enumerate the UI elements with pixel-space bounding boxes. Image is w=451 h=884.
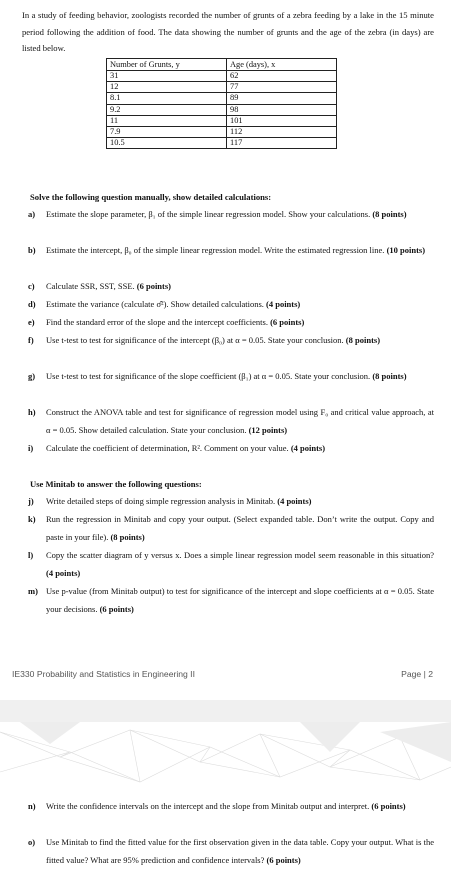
question-label: i)	[28, 443, 34, 453]
question-text: Write the confidence intervals on the intercept and the slope from Minitab output and interpret.	[46, 801, 370, 811]
question-text: Calculate the coefficient of determination, R². Comment on your value.	[46, 443, 289, 453]
question-points: (12 points)	[248, 424, 288, 435]
table-row	[107, 138, 337, 149]
cell-age: 98	[227, 104, 337, 115]
question-points: (6 points)	[266, 854, 301, 865]
question-points: (4 points)	[277, 496, 312, 506]
question-text: Estimate the variance (calculate σ̂²). Show detailed calculations.	[46, 299, 264, 309]
question-label: g)	[28, 371, 36, 381]
question-text: Find the standard error of the slope and the intercept coefficients.	[46, 317, 268, 327]
question-points: (8 points)	[372, 209, 407, 219]
question-points: (10 points)	[386, 245, 426, 255]
question-label: k)	[28, 514, 36, 524]
question-points: (8 points)	[372, 371, 407, 381]
question-a	[28, 206, 434, 224]
question-g	[28, 368, 434, 386]
question-text: Run the regression in Minitab and copy your output. (Select expanded table. Don’t write the output. Copy and paste in your file).	[46, 514, 434, 542]
table-header-row	[107, 59, 337, 71]
table-row	[107, 71, 337, 82]
cell-age: 77	[227, 82, 337, 93]
question-label: d)	[28, 299, 36, 309]
question-label: o)	[28, 837, 36, 847]
question-points: (6 points)	[270, 317, 305, 327]
cell-grunts: 10.5	[107, 138, 227, 149]
question-n	[28, 798, 434, 816]
cell-age: 117	[227, 138, 337, 149]
table-row	[107, 93, 337, 104]
question-d	[28, 296, 434, 314]
cell-age: 101	[227, 115, 337, 126]
table-row	[107, 126, 337, 137]
page-break	[0, 700, 451, 722]
question-text: Calculate SSR, SST, SSE.	[46, 281, 135, 291]
footer-course-title: IE330 Probability and Statistics in Engineering II	[12, 669, 195, 679]
document-page-2	[0, 722, 451, 884]
question-text: Use t-test to test for significance of the slope coefficient (β₁) at α = 0.05. State your conclusion.	[46, 371, 371, 381]
cell-age: 112	[227, 126, 337, 137]
question-points: (4 points)	[266, 299, 301, 309]
question-h	[28, 404, 434, 439]
data-table	[106, 58, 337, 149]
question-text: Use Minitab to find the fitted value for the first observation given in the data table. Copy your output. What is the fitted value? What are 95% prediction and confidence intervals?	[46, 837, 434, 865]
cell-grunts: 8.1	[107, 93, 227, 104]
cell-grunts: 7.9	[107, 126, 227, 137]
table-row	[107, 115, 337, 126]
question-i	[28, 440, 434, 458]
question-label: e)	[28, 317, 35, 327]
table-row	[107, 104, 337, 115]
question-e	[28, 314, 434, 332]
question-j	[28, 493, 434, 511]
question-label: m)	[28, 586, 38, 596]
cell-age: 89	[227, 93, 337, 104]
question-k	[28, 511, 434, 546]
question-text: Write detailed steps of doing simple regression analysis in Minitab.	[46, 496, 276, 506]
question-points: (6 points)	[136, 281, 172, 291]
question-points: (4 points)	[46, 567, 81, 578]
question-text: Use p-value (from Minitab output) to test for significance of the intercept and slope coefficients at α = 0.05. State your decisions.	[46, 586, 434, 614]
question-text: Estimate the slope parameter, β₁ of the simple linear regression model. Show your calculations.	[46, 209, 371, 219]
cell-grunts: 12	[107, 82, 227, 93]
question-points: (4 points)	[290, 443, 326, 453]
cell-age: 62	[227, 71, 337, 82]
question-points: (8 points)	[110, 531, 145, 542]
question-c	[28, 278, 434, 296]
manual-section-title: Solve the following question manually, show detailed calculations:	[30, 192, 272, 202]
table-row	[107, 82, 337, 93]
footer-page-number: Page | 2	[401, 669, 433, 679]
cell-grunts: 11	[107, 115, 227, 126]
question-label: l)	[28, 550, 34, 560]
column-header-age: Age (days), x	[227, 59, 337, 71]
question-text: Use t-test to test for significance of the intercept (β₀) at α = 0.05. State your conclusion.	[46, 335, 344, 345]
intro-paragraph: In a study of feeding behavior, zoologists recorded the number of grunts of a zebra feeding by a lake in the 15 minute period following the addition of food. The data showing the number of grunts and the age of the zebra (in days) are listed below.	[22, 10, 434, 53]
cell-grunts: 31	[107, 71, 227, 82]
question-m	[28, 583, 434, 618]
question-f	[28, 332, 434, 350]
question-text: Construct the ANOVA table and test for significance of regression model using F₀ and critical value approach, at α = 0.05. Show detailed calculation. State your conclusion.	[46, 407, 434, 435]
question-l	[28, 547, 434, 582]
question-label: h)	[28, 407, 36, 417]
column-header-grunts: Number of Grunts, y	[107, 59, 227, 71]
question-label: n)	[28, 801, 36, 811]
question-o	[28, 834, 434, 869]
question-label: a)	[28, 209, 36, 219]
question-label: f)	[28, 335, 34, 345]
question-label: c)	[28, 281, 35, 291]
question-points: (8 points)	[345, 335, 381, 345]
question-text: Estimate the intercept, β₀ of the simple linear regression model. Write the estimated regression line.	[46, 245, 385, 255]
question-label: j)	[28, 496, 34, 506]
minitab-section-title: Use Minitab to answer the following questions:	[30, 479, 202, 489]
question-points: (6 points)	[371, 801, 406, 811]
question-label: b)	[28, 245, 36, 255]
question-points: (6 points)	[99, 603, 134, 614]
question-b	[28, 242, 434, 260]
cell-grunts: 9.2	[107, 104, 227, 115]
question-text: Copy the scatter diagram of y versus x. Does a simple linear regression model seem reasonable in this situation?	[46, 550, 434, 560]
